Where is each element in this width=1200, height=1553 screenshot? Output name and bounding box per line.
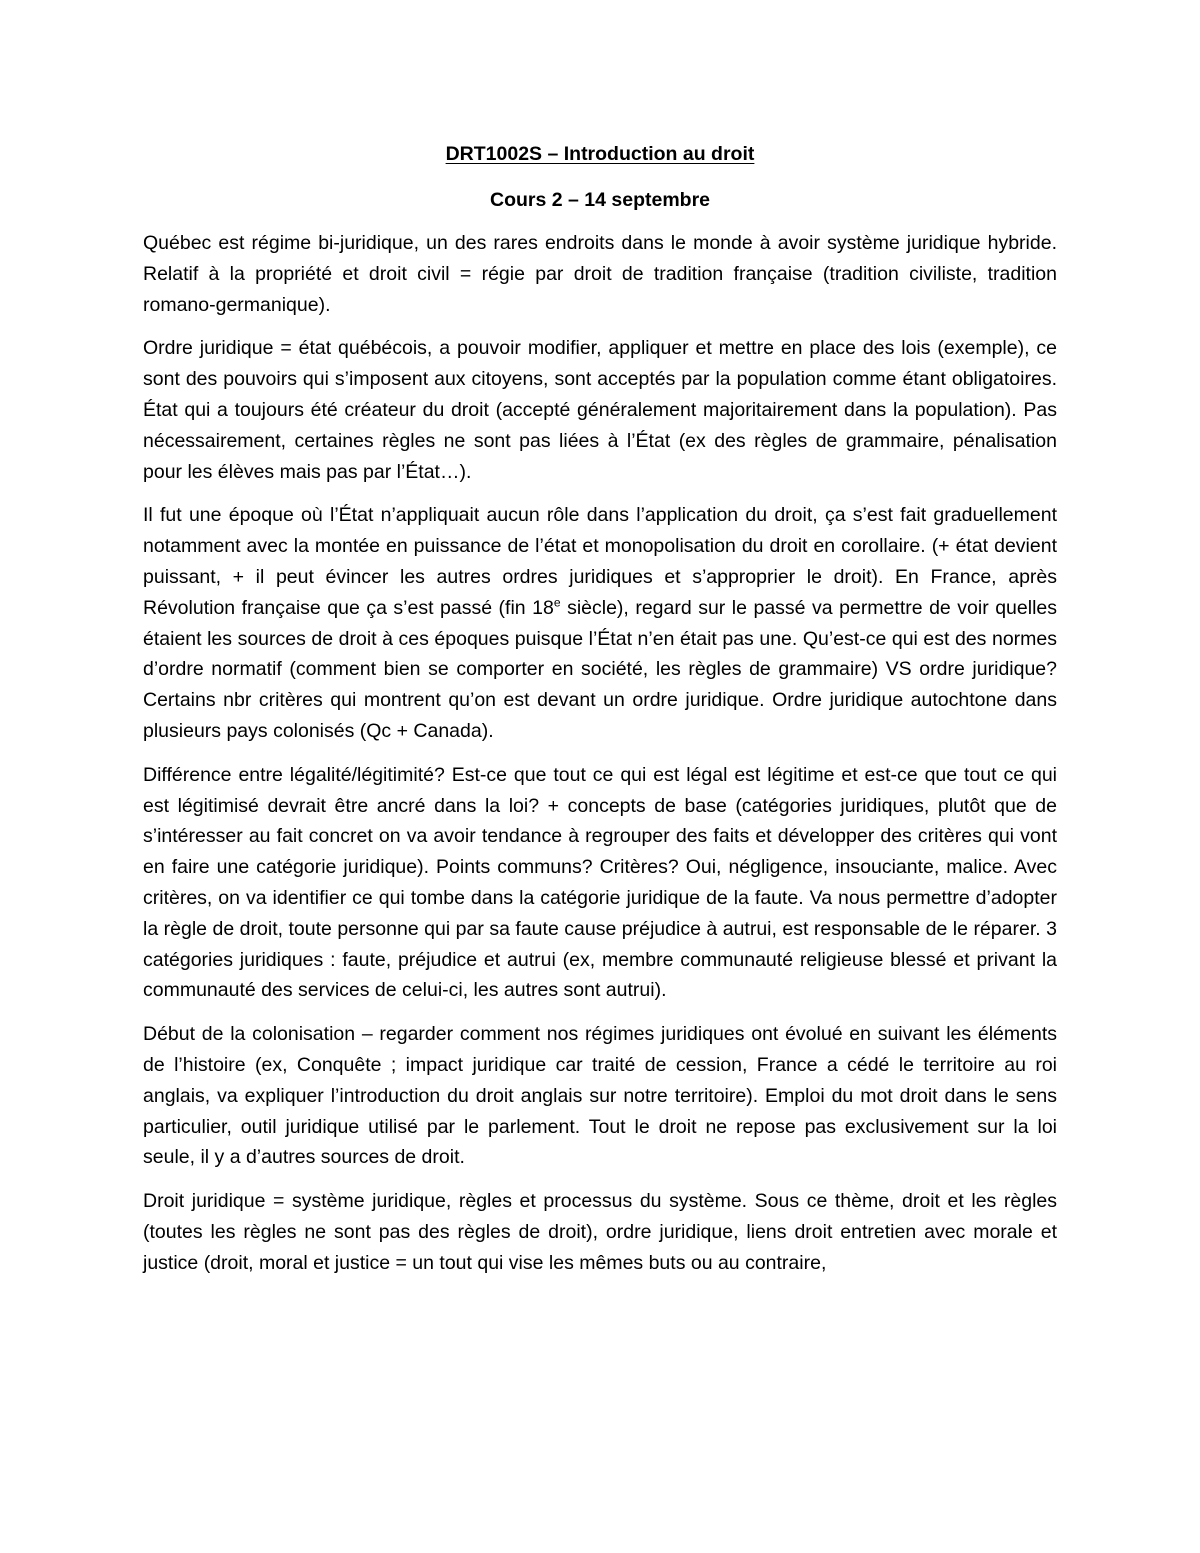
paragraph-2: Ordre juridique = état québécois, a pouvoir modifier, appliquer et mettre en place des lois (exemple), ce sont des pouvoirs qui s’imposent aux citoyens, sont acceptés par la population comme étant obligatoires. État qui a toujours été créateur du droit (accepté généralement majoritairement dans la population). Pas nécessairement, certaines règles ne sont pas liées à l’État (ex des règles de grammaire, pénalisation pour les élèves mais pas par l’État…). <box>143 337 1057 483</box>
paragraph-3 <box>143 500 1057 746</box>
paragraph-6: Droit juridique = système juridique, règles et processus du système. Sous ce thème, droit et les règles (toutes les règles ne sont pas des règles de droit), ordre juridique, liens droit entretien avec morale et justice (droit, moral et justice = un tout qui vise les mêmes buts ou au contraire, <box>143 1190 1057 1274</box>
paragraph-4: Différence entre légalité/légitimité? Est-ce que tout ce qui est légal est légitime et est-ce que tout ce qui est légitimisé devrait être ancré dans la loi? + concepts de base (catégories juridiques, plutôt que de s’intéresser au fait concret on va avoir tendance à regrouper des faits et développer des critères qui vont en faire une catégorie juridique). Points communs? Critères? Oui, négligence, insouciante, malice. Avec critères, on va identifier ce qui tombe dans la catégorie juridique de la faute. Va nous permettre d’adopter la règle de droit, toute personne qui par sa faute cause préjudice à autrui, est responsable de le réparer. 3 catégories juridiques : faute, préjudice et autrui (ex, membre communauté religieuse blessé et privant la communauté des services de celui-ci, les autres sont autrui). <box>143 763 1057 1002</box>
document-title: DRT1002S – Introduction au droit <box>445 143 755 165</box>
paragraph-3-text-after: siècle), regard sur le passé va permettre de voir quelles étaient les sources de droit à ces époques puisque l’État n’en était pas une. Qu’est-ce qui est des normes d’ordre normatif (comment bien se comporter en société, les règles de grammaire) VS ordre juridique? Certains nbr critères qui montrent qu’on est devant un ordre juridique. Ordre juridique autochtone dans plusieurs pays colonisés (Qc + Canada). <box>143 596 1057 742</box>
paragraph-5: Début de la colonisation – regarder comment nos régimes juridiques ont évolué en suivant les éléments de l’histoire (ex, Conquête ; impact juridique car traité de cession, France a cédé le territoire au roi anglais, va expliquer l’introduction du droit anglais sur notre territoire). Emploi du mot droit dans le sens particulier, outil juridique utilisé par le parlement. Tout le droit ne repose pas exclusivement sur la loi seule, il y a d’autres sources de droit. <box>143 1023 1057 1169</box>
paragraph-1: Québec est régime bi-juridique, un des rares endroits dans le monde à avoir système juridique hybride. Relatif à la propriété et droit civil = régie par droit de tradition française (tradition civiliste, tradition romano-germanique). <box>143 232 1057 316</box>
paragraph-3-text-before: Il fut une époque où l’État n’appliquait aucun rôle dans l’application du droit, ça s’est fait graduellement notamment avec la montée en puissance de l’état et monopolisation du droit en corollaire. (+ état devient puissant, + il peut évincer les autres ordres juridiques et s’approprier le droit). En France, après Révolution française que ça s’est passé (fin 18 <box>143 504 1057 619</box>
document-subtitle: Cours 2 – 14 septembre <box>489 189 710 211</box>
paragraph-3-superscript: e <box>553 595 561 610</box>
